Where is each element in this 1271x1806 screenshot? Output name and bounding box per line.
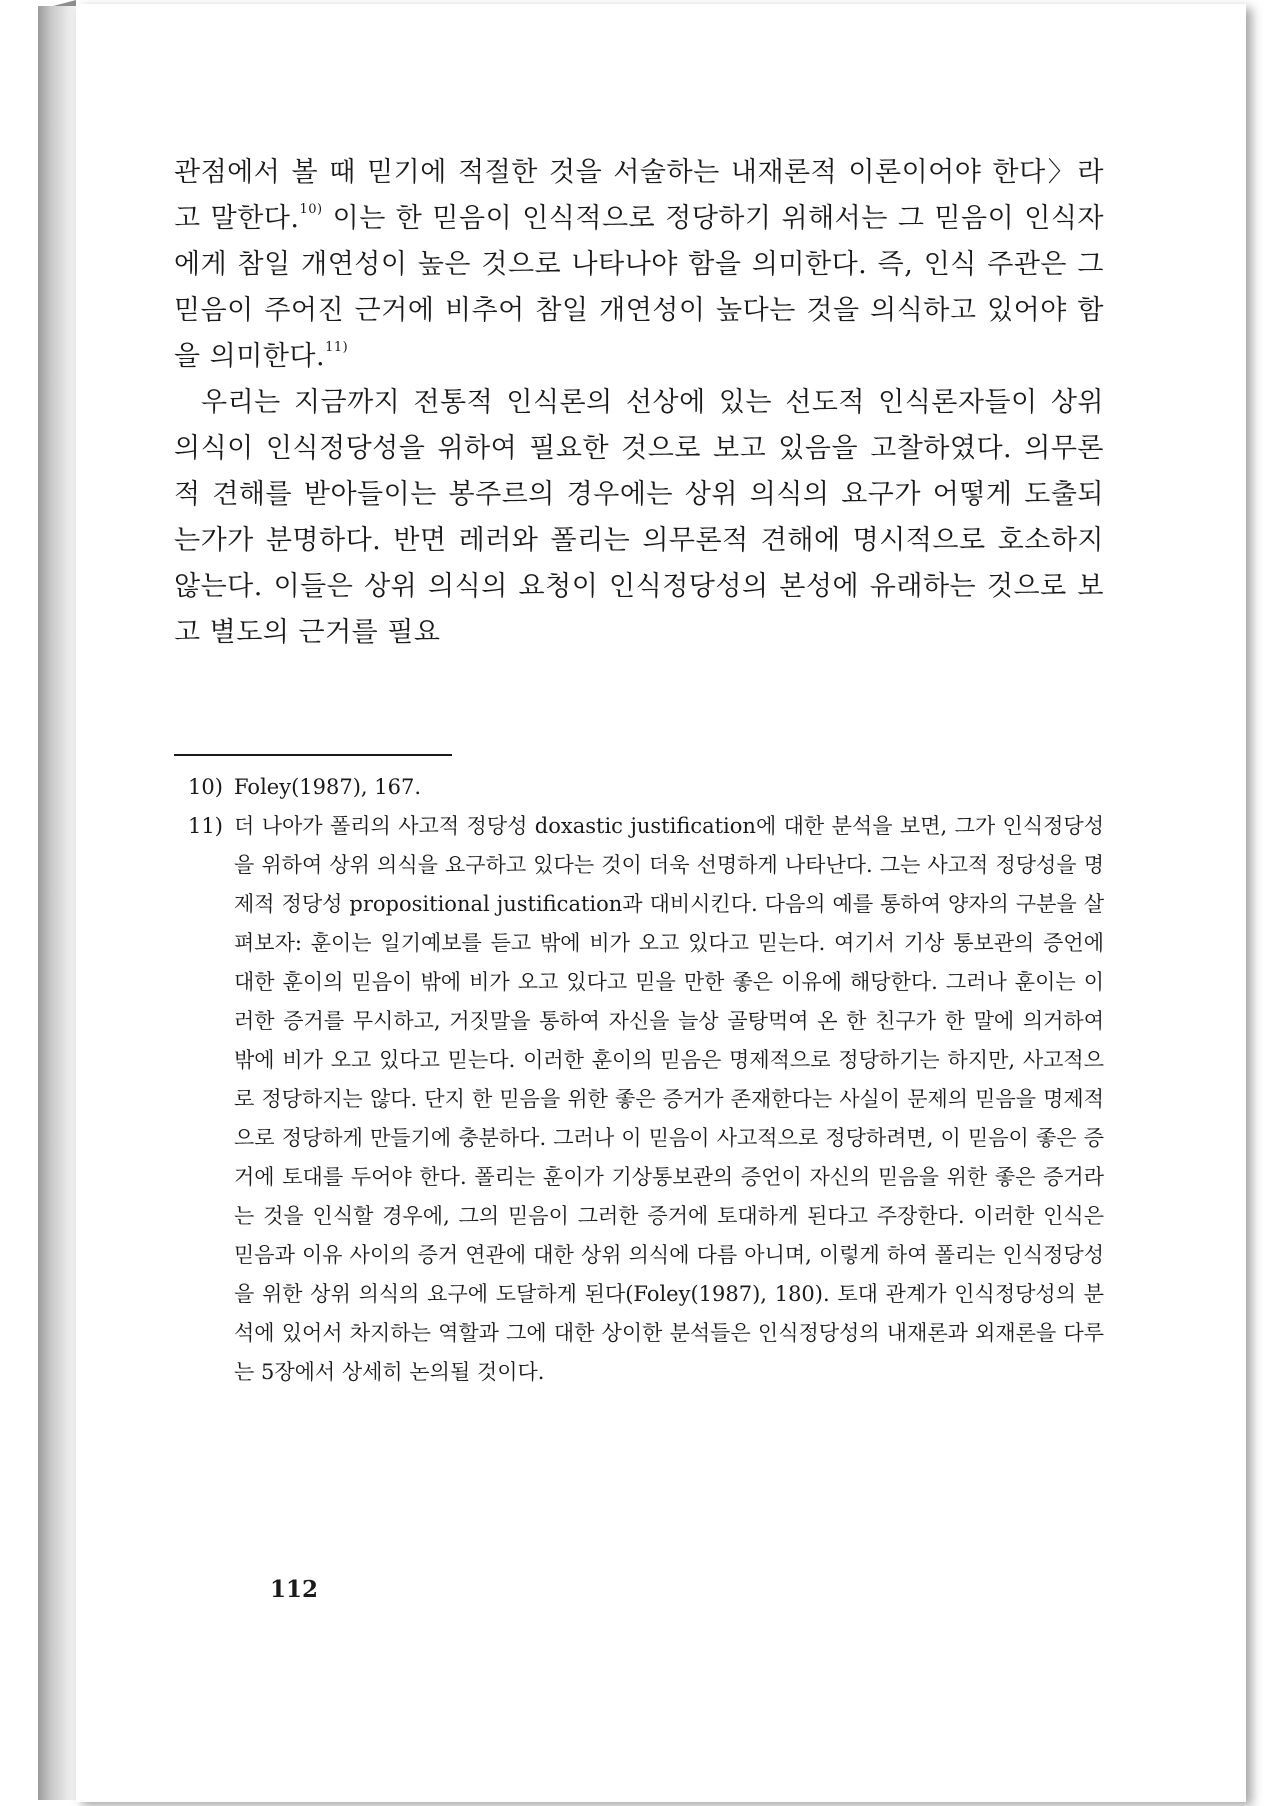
- paragraph-1-continued: 이는 한 믿음이 인식적으로 정당하기 위해서는 그 믿음이 인식자에게 참일 개연성이 높은 것으로 나타나야 함을 의미한다. 즉, 인식 주관은 그 믿음이 주어진 근거에 비추어 참일 개연성이 높다는 것을 의식하고 있어야 함을 의미한다.: [174, 203, 1105, 372]
- footnote-number: 10): [188, 775, 223, 799]
- body-paragraph-1: [174, 150, 1104, 380]
- footnote-ref-11: 11): [325, 340, 349, 355]
- body-paragraph-2: 우리는 지금까지 전통적 인식론의 선상에 있는 선도적 인식론자들이 상위 의식이 인식정당성을 위하여 필요한 것으로 보고 있음을 고찰하였다. 의무론적 견해를 받아들이는 봉주르의 경우에는 상위 의식의 요구가 어떻게 도출되는가가 분명하다. 반면 레러와 폴리는 의무론적 견해에 명시적으로 호소하지 않는다. 이들은 상위 의식의 요청이 인식정당성의 본성에 유래하는 것으로 보고 별도의 근거를 필요: [174, 387, 1104, 648]
- body-text: [174, 150, 1104, 656]
- footnote-divider: [174, 754, 452, 756]
- footnote-10: [174, 768, 1104, 807]
- footnote-number: 11): [188, 814, 223, 838]
- footnotes: [174, 768, 1104, 1392]
- book-spine: [38, 6, 76, 1800]
- footnote-ref-10: 10): [299, 202, 323, 217]
- footnote-text: Foley(1987), 167.: [234, 775, 422, 799]
- footnote-11: [174, 807, 1104, 1392]
- page-number: 112: [270, 1576, 319, 1603]
- footnote-text: 더 나아가 폴리의 사고적 정당성 doxastic justification에 대한 분석을 보면, 그가 인식정당성을 위하여 상위 의식을 요구하고 있다는 것이 더욱 선명하게 나타난다. 그는 사고적 정당성을 명제적 정당성 propositional justification과 대비시킨다. 다음의 예를 통하여 양자의 구분을 살펴보자: 훈이는 일기예보를 듣고 밖에 비가 오고 있다고 믿는다. 여기서 기상 통보관의 증언에 대한 훈이의 믿음이 밖에 비가 오고 있다고 믿을 만한 좋은 이유에 해당한다. 그러나 훈이는 이러한 증거를 무시하고, 거짓말을 통하여 자신을 늘상 골탕먹여 온 한 친구가 한 말에 의거하여 밖에 비가 오고 있다고 믿는다. 이러한 훈이의 믿음은 명제적으로 정당하기는 하지만, 사고적으로 정당하지는 않다. 단지 한 믿음을 위한 좋은 증거가 존재한다는 사실이 문제의 믿음을 명제적으로 정당하게 만들기에 충분하다. 그러나 이 믿음이 사고적으로 정당하려면, 이 믿음이 좋은 증거에 토대를 두어야 한다. 폴리는 훈이가 기상통보관의 증언이 자신의 믿음을 위한 좋은 증거라는 것을 인식할 경우에, 그의 믿음이 그러한 증거에 토대하게 된다고 주장한다. 이러한 인식은 믿음과 이유 사이의 증거 연관에 대한 상위 의식에 다름 아니며, 이렇게 하여 폴리는 인식정당성을 위한 상위 의식의 요구에 도달하게 된다(Foley(1987), 180). 토대 관계가 인식정당성의 분석에 있어서 차지하는 역할과 그에 대한 상이한 분석들은 인식정당성의 내재론과 외재론을 다루는 5장에서 상세히 논의될 것이다.: [234, 814, 1104, 1384]
- paragraph-1-text: 관점에서 볼 때 믿기에 적절한 것을 서술하는 내재론적 이론이어야 한다〉라고 말한다.: [174, 157, 1104, 234]
